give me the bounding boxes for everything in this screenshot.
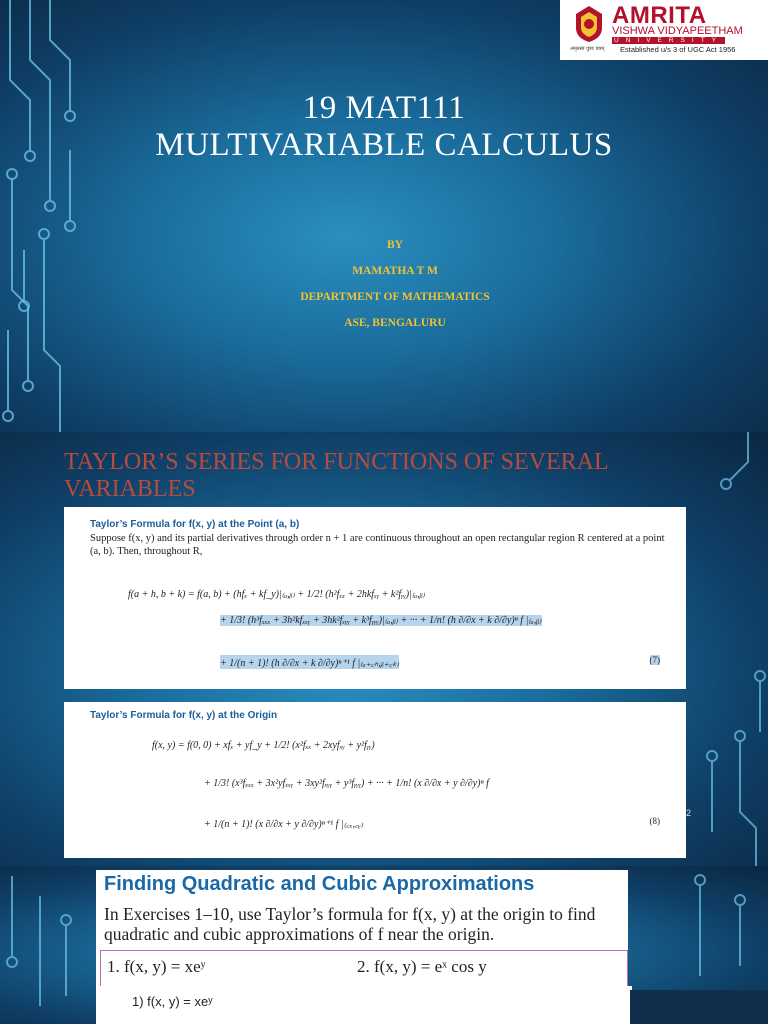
box-title: Taylor’s Formula for f(x, y) at the Origin xyxy=(90,710,278,721)
byline xyxy=(0,232,768,336)
box-text: Suppose f(x, y) and its partial derivatives through order n + 1 are continuous throughout an open rectangular region R centered at a point (a, b). Then, throughout R, xyxy=(90,533,665,557)
page-number: 2 xyxy=(686,808,692,818)
taylor-formula-point-box xyxy=(64,507,686,689)
course-code: 19 MAT111 xyxy=(302,90,466,126)
answer-box xyxy=(96,986,632,1024)
exercise-1: 1. f(x, y) = xeʸ xyxy=(107,957,206,976)
equation-number: (7) xyxy=(649,655,660,665)
answer-1: 1) f(x, y) = xeʸ xyxy=(132,994,213,1009)
slide-title xyxy=(0,90,768,164)
dark-panel xyxy=(630,990,768,1024)
byline-campus: ASE, BENGALURU xyxy=(344,317,446,329)
logo-university: UNIVERSITY xyxy=(614,37,724,44)
equation-line: + 1/3! (x³fₓₓₓ + 3x²yfₓₓᵧ + 3xy²fₓᵧᵧ + y³fᵧᵧᵧ) + ··· + 1/n! (x ∂/∂x + y ∂/∂y)ⁿ f xyxy=(204,778,489,789)
exercises-title: Finding Quadratic and Cubic Approximations xyxy=(104,873,535,895)
exercises-instructions: In Exercises 1–10, use Taylor’s formula for f(x, y) at the origin to find quadratic and cubic approximations of f near the origin. xyxy=(104,904,596,944)
logo-name: AMRITA xyxy=(612,2,707,29)
circuit-decoration-left xyxy=(0,0,768,432)
equation-line: f(a + h, b + k) = f(a, b) + (hfₓ + kf_y)|₍ₐ,ᵦ₎ + 1/2! (h²fₓₓ + 2hkfₓᵧ + k²fᵧᵧ)|₍ₐ,ᵦ₎ xyxy=(128,589,426,600)
taylor-series-slide xyxy=(0,432,768,866)
exercises-slide xyxy=(0,866,768,1024)
exercise-row xyxy=(100,950,628,988)
course-name: MULTIVARIABLE CALCULUS xyxy=(155,127,613,163)
byline-author: MAMATHA T M xyxy=(352,265,438,277)
logo-established: Established u/s 3 of UGC Act 1956 xyxy=(620,45,736,54)
logo-subtitle: VISHWA VIDYAPEETHAM xyxy=(612,25,743,37)
section-heading: TAYLOR’S SERIES FOR FUNCTIONS OF SEVERAL VARIABLES xyxy=(64,449,608,502)
equation-number: (8) xyxy=(649,816,660,826)
equation-line: + 1/(n + 1)! (h ∂/∂x + k ∂/∂y)ⁿ⁺¹ f |₍ₐ₊꜀ₕ,ᵦ₊꜀ₖ₎ xyxy=(220,655,399,669)
taylor-formula-origin-box xyxy=(64,702,686,858)
exercise-2: 2. f(x, y) = eˣ cos y xyxy=(357,957,487,976)
emblem-icon xyxy=(572,4,606,44)
equation-line: + 1/(n + 1)! (x ∂/∂x + y ∂/∂y)ⁿ⁺¹ f |₍꜀ₓ,꜀ᵧ₎ xyxy=(204,819,364,830)
title-slide xyxy=(0,0,768,432)
equation-line: + 1/3! (h³fₓₓₓ + 3h²kfₓₓᵧ + 3hk²fₓᵧᵧ + k³fᵧᵧᵧ)|₍ₐ,ᵦ₎ + ··· + 1/n! (h ∂/∂x + k ∂/∂y)ⁿ f |₍ₐ,ᵦ₎ xyxy=(220,615,542,626)
logo-motto: अमृतस्य पुत्राः वयम् xyxy=(570,46,605,52)
exercises-box xyxy=(96,870,628,990)
equation-line: f(x, y) = f(0, 0) + xfₓ + yf_y + 1/2! (x²fₓₓ + 2xyfₓᵧ + y²fᵧᵧ) xyxy=(152,740,375,751)
byline-by: BY xyxy=(387,239,403,251)
university-logo xyxy=(560,0,768,60)
byline-department: DEPARTMENT OF MATHEMATICS xyxy=(300,291,490,303)
box-title: Taylor’s Formula for f(x, y) at the Point (a, b) xyxy=(90,519,300,530)
